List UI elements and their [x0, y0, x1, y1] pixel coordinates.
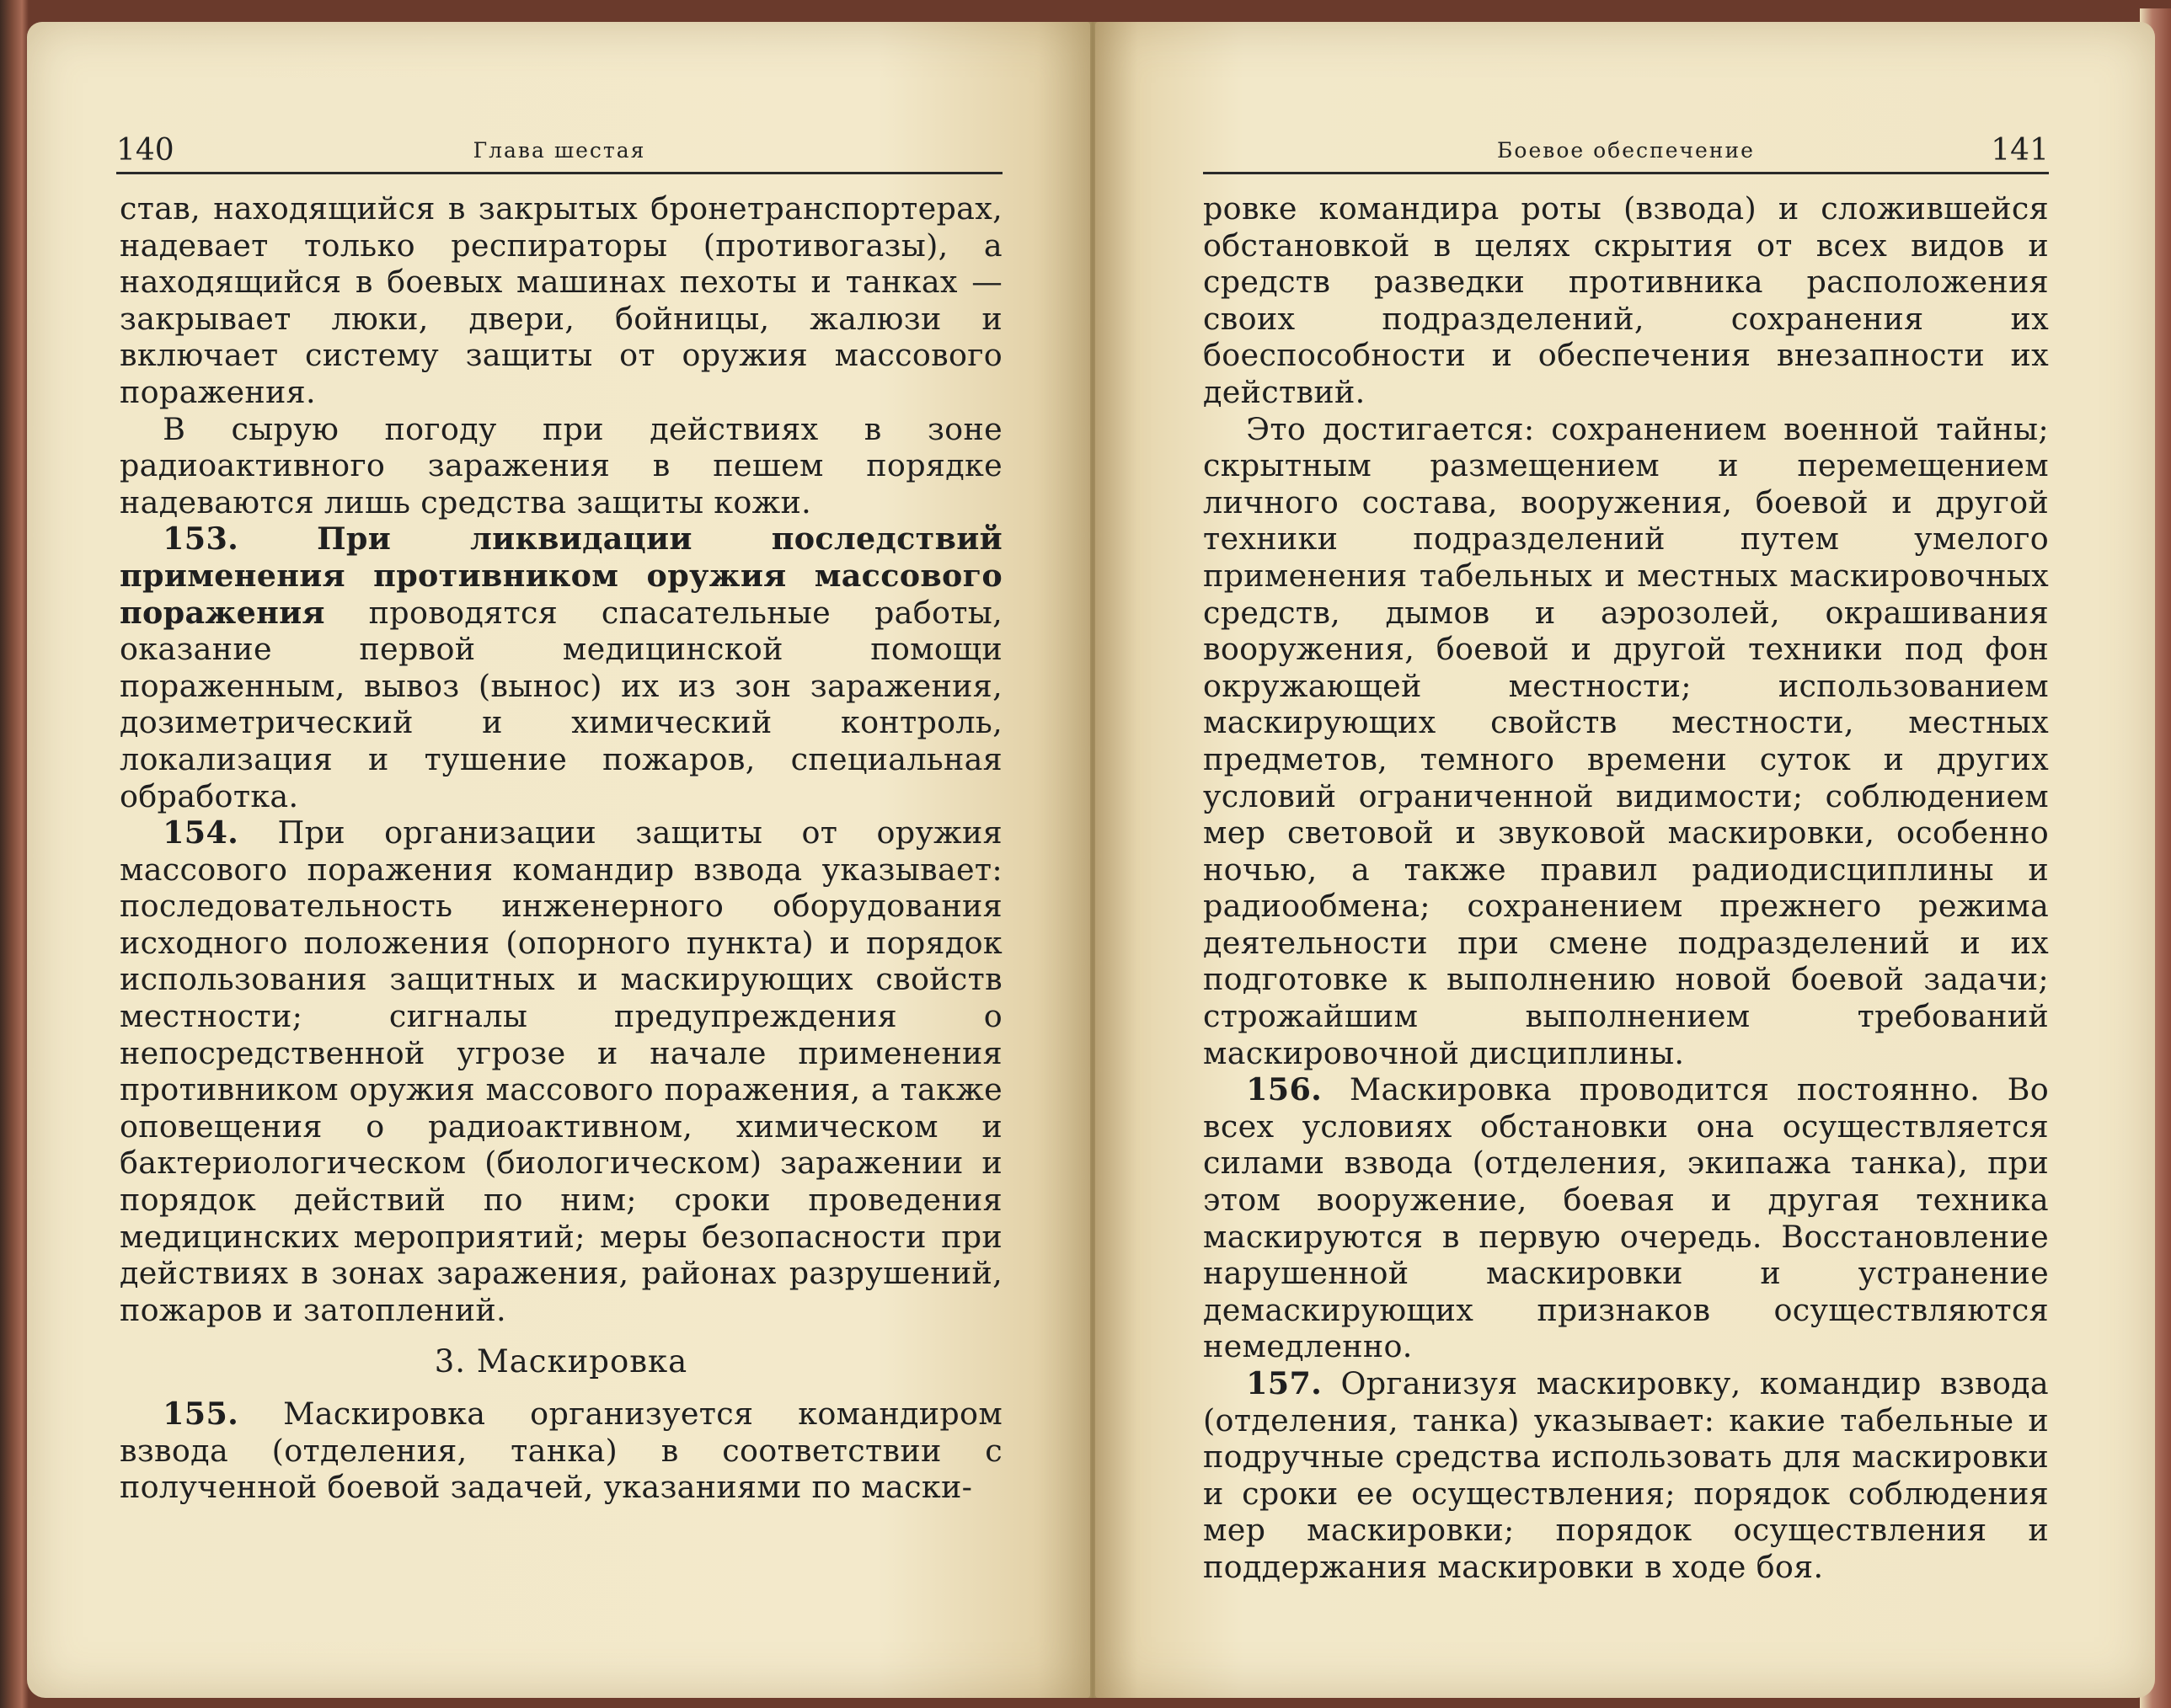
paragraph: Это достигается: сохранением военной тайны; скрытным размещением и перемещением личного состава, вооружения, боевой и другой техники подразделений путем умелого применения табельных и местных маскировочных средств, дымов и аэрозолей, окрашивания вооружения, боевой и другой техники под фон окружающей местности; использованием маскирующих свойств местности, местных предметов, темного времени суток и других условий ограниченной видимости; соблюдением мер световой и звуковой маскировки, особенно ночью, а также правил радиодисциплины и радиообмена; сохранением прежнего режима деятельности при смене подразделений и их подготовке к выполнению новой боевой задачи; строжайшим выполнением требований маскировочной дисциплины. [1203, 410, 2049, 1071]
paragraph-number: 153. [163, 520, 239, 558]
paragraph-154 [120, 814, 1003, 1328]
paragraph-157 [1203, 1365, 2049, 1586]
paragraph-text: Организуя маскировку, командир взвода (отделения, танка) указывает: какие табельные и подручные средства использовать для маскировки и сроки ее осуществления; порядок соблюдения мер маскировки; порядок осуществления и поддержания маскировки в ходе боя. [1203, 1365, 2049, 1585]
paragraph-number: 157. [1246, 1365, 1323, 1401]
left-page-number: 140 [116, 133, 174, 168]
right-page-body [1203, 190, 2049, 1586]
left-running-head: Глава шестая [473, 138, 646, 163]
paragraph-number: 156. [1246, 1071, 1323, 1108]
left-page [27, 22, 1090, 1698]
paragraph: В сырую погоду при действиях в зоне радиоактивного заражения в пешем порядке надеваются лишь средства защиты кожи. [120, 410, 1003, 520]
section-title: 3. Маскировка [434, 1343, 688, 1380]
right-page [1095, 22, 2155, 1698]
paragraph-text: проводятся спасательные работы, оказание первой медицинской помощи пораженным, вывоз (вынос) их из зон заражения, дозиметрический и химический контроль, локализация и тушение пожаров, специальная обработка. [120, 594, 1003, 814]
paragraph: ровке командира роты (взвода) и сложившейся обстановкой в целях скрытия от всех видов и средств разведки противника расположения своих подразделений, сохранения их боеспособности и обеспечения внезапности их действий. [1203, 190, 2049, 410]
left-page-header [116, 130, 1003, 172]
paragraph-text: При организации защиты от оружия массового поражения командир взвода указывает: последовательность инженерного оборудования исходного положения (опорного пункта) и порядок использования защитных и маскирующих свойств местности; сигналы предупреждения о непосредственной угрозе и начале применения противником оружия массового поражения, а также оповещения о радиоактивном, химическом и бактериологическом (биологическом) заражении и порядок действий по ним; сроки проведения медицинских мероприятий; меры безопасности при действиях в зонах заражения, районах разрушений, пожаров и затоплений. [120, 814, 1003, 1328]
right-header-rule [1203, 172, 2049, 174]
paragraph-155 [120, 1396, 1003, 1506]
paragraph-number: 154. [163, 814, 239, 851]
right-running-head: Боевое обеспечение [1497, 138, 1755, 163]
paragraph-text: Маскировка проводится постоянно. Во всех условиях обстановки она осуществляется силами взвода (отделения, экипажа танка), при этом вооружение, боевая и другая техника маскируются в первую очередь. Восстановление нарушенной маскировки и устранение демаскирующих признаков осуществляются немедленно. [1203, 1071, 2050, 1365]
right-page-number: 141 [1991, 133, 2049, 168]
paragraph: став, находящийся в закрытых бронетранспортерах, надевает только респираторы (противогазы), а находящийся в боевых машинах пехоты и танках — закрывает люки, двери, бойницы, жалюзи и включает систему защиты от оружия массового поражения. [120, 190, 1003, 410]
paragraph-156 [1203, 1071, 2049, 1365]
left-header-rule [116, 172, 1003, 174]
left-page-body [120, 190, 1003, 1506]
paragraph-153 [120, 520, 1003, 814]
paragraph-text: Маскировка организуется командиром взвода (отделения, танка) в соответствии с полученной боевой задачей, указаниями по маски- [120, 1396, 1003, 1506]
right-page-header [1203, 130, 2049, 172]
paragraph-lead: При ликвидации последствий применения противником оружия массового поражения [120, 520, 1003, 631]
paragraph-number: 155. [163, 1396, 239, 1432]
